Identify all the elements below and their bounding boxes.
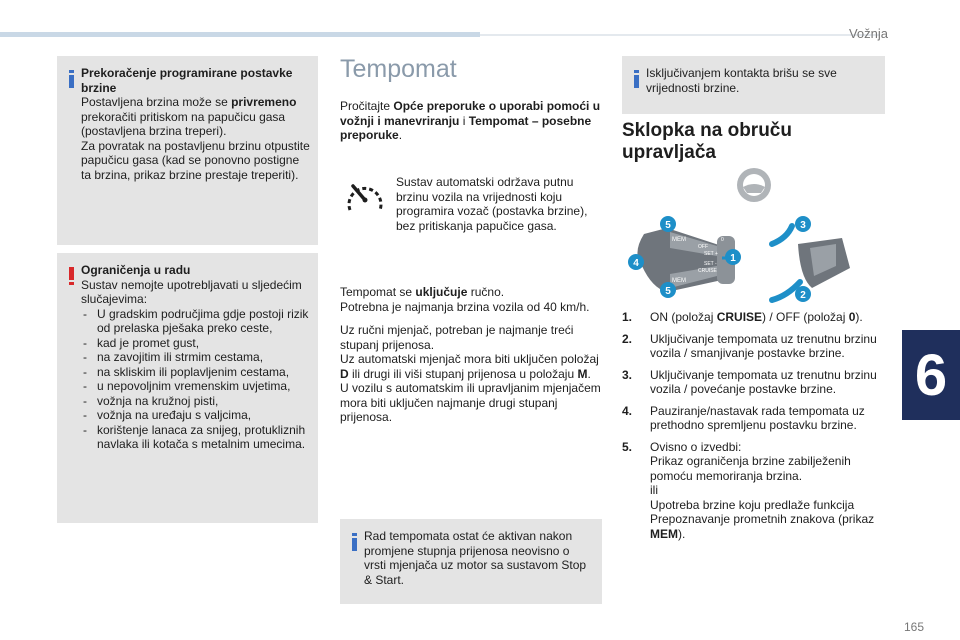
svg-text:1: 1	[730, 253, 736, 264]
svg-text:3: 3	[800, 220, 806, 231]
gear-paragraph: Uz ručni mjenjač, potreban je najmanje treći stupanj prijenosa. Uz automatski mjenjač mora biti uključen položaj D ili drugi ili viši stupanj prijenosa u položaju M. U vozilu s automatskim ili upravljanim mjenjačem mora biti uključen najmanje drugi stupanj prijenosa.	[340, 323, 601, 424]
callout-4	[628, 254, 644, 270]
callout-1	[725, 249, 741, 265]
callout-2	[795, 286, 811, 302]
page-title: Tempomat	[340, 55, 457, 83]
set-minus-label: SET -	[704, 261, 717, 267]
info-box-reset: Isključivanjem kontakta brišu se sve vrijednosti brzine.	[622, 56, 885, 114]
header-rule	[480, 34, 880, 36]
description-paragraph: Sustav automatski održava putnu brzinu vozila na vrijednosti koju programira vozač (postavka brzine), bez pritiskanja papučice gasa.	[396, 175, 588, 233]
set-plus-label: SET +	[704, 251, 718, 257]
info-icon	[634, 70, 639, 88]
box-title: Ograničenja u radu	[81, 263, 191, 277]
list-item: 3. Uključivanje tempomata uz trenutnu brzinu vozila / povećanje postavke brzine.	[622, 367, 877, 396]
list-item: 5. Ovisno o izvedbi: Prikaz ograničenja brzine zabilježenih pomoću memoriranja brzina. ili Upotreba brzine koju predlaže funkcija Prepoznavanje prometnih znakova (prikaz MEM).	[622, 439, 875, 541]
chapter-tab: 6	[902, 330, 960, 420]
cruise-switch-diagram	[622, 208, 857, 308]
svg-text:5: 5	[665, 220, 671, 231]
warning-box-limits	[57, 253, 318, 523]
list-item: - kad je promet gust,	[81, 336, 310, 351]
page-number: 165	[903, 620, 924, 634]
header-bar	[0, 32, 480, 37]
box-text: Postavljena brzina može se privremeno prekoračiti pritiskom na papučicu gasa (postavljena brzina treperi).	[81, 95, 297, 138]
box-intro: Sustav nemojte upotrebljavati u sljedećim slučajevima:	[81, 277, 302, 306]
section-title: Vožnja	[848, 26, 888, 41]
list-item: - na skliskim ili poplavljenim cestama,	[81, 365, 310, 380]
limits-list	[81, 307, 310, 452]
section-heading: Sklopka na obruču upravljača	[622, 120, 792, 163]
callout-5-top	[660, 216, 676, 232]
speedometer-icon	[344, 176, 386, 216]
box-text-2: Za povratak na postavljenu brzinu otpustite papučicu gasa (kad se ponovno postigne ta brzina, prikaz brzine prestaje treperiti).	[81, 138, 310, 182]
info-icon	[352, 533, 357, 551]
info-box-speed-exceed	[57, 56, 318, 245]
list-item: - na zavojitim ili strmim cestama,	[81, 350, 310, 365]
list-item: 4. Pauziranje/nastavak rada tempomata uz prethodno spremljenu postavku brzine.	[622, 403, 865, 432]
cruise-label: CRUISE	[698, 268, 717, 274]
warning-icon	[69, 267, 74, 285]
list-item: 2. Uključivanje tempomata uz trenutnu brzinu vozila / smanjivanje postavke brzine.	[622, 331, 877, 360]
mem-label-top: MEM	[672, 237, 686, 243]
list-item: - vožnja na uređaju s valjcima,	[81, 408, 310, 423]
svg-text:5: 5	[665, 286, 671, 297]
off-label: OFF	[698, 244, 708, 250]
info-icon	[69, 70, 74, 88]
steering-wheel-icon	[731, 165, 777, 205]
svg-text:4: 4	[633, 258, 639, 269]
svg-text:2: 2	[800, 290, 806, 301]
callout-5-bottom	[660, 282, 676, 298]
zero-label: 0	[721, 237, 724, 243]
mem-label-bottom: MEM	[672, 278, 686, 284]
list-item: 1. ON (položaj CRUISE) / OFF (položaj 0).	[622, 310, 863, 324]
list-item: - u nepovoljnim vremenskim uvjetima,	[81, 379, 310, 394]
switch-legend-list	[622, 310, 890, 548]
info-box-stop-start: Rad tempomata ostat će aktivan nakon promjene stupnja prijenosa neovisno o vrsti mjenjača uz motor sa sustavom Stop & Start.	[340, 519, 602, 604]
list-item: - U gradskim područjima gdje postoji rizik od prelaska pješaka preko ceste,	[81, 307, 310, 336]
list-item: - vožnja na kružnoj pisti,	[81, 394, 310, 409]
callout-3	[795, 216, 811, 232]
switch-on-paragraph: Tempomat se uključuje ručno. Potrebna je najmanja brzina vozila od 40 km/h.	[340, 285, 590, 314]
list-item: - korištenje lanaca za snijeg, protukliznih navlaka ili kotača s metalnim umecima.	[81, 423, 310, 452]
box-title: Prekoračenje programirane postavke brzine	[81, 66, 293, 95]
read-first-paragraph: Pročitajte Opće preporuke o uporabi pomoći u vožnji i manevriranju i Tempomat – posebne preporuke.	[340, 99, 601, 142]
